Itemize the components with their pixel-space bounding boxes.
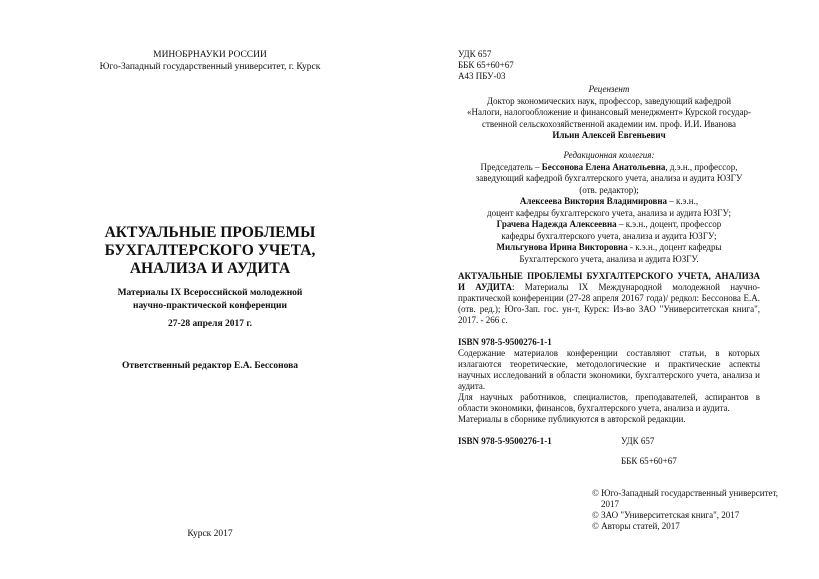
copyright-line: © Юго-Западный государственный университет, 2017	[592, 488, 779, 509]
editorial-board	[458, 150, 760, 265]
chair-rest: , д.э.н., профессор,	[665, 161, 738, 172]
udk-bottom: УДК 657	[621, 436, 655, 446]
reviewer-heading: Рецензент	[588, 84, 630, 94]
responsible-editor: Ответственный редактор Е.А. Бессонова	[122, 361, 298, 371]
udk-code: УДК 657	[458, 49, 492, 59]
bbk-code: ББК 65+60+67	[458, 60, 514, 70]
biblio-rest: : Материалы IX Международной молодежной научно-практической конференции (27-28 апреля 20167 года)/ редкол: Бессонова Е.А. (отв. ред.); Юго-Зап. гос. ун-т, Курск: Из-во ЗАО "Университетская книга", 2017. - 266 с.	[458, 282, 761, 325]
board-member	[458, 242, 760, 254]
board-member	[458, 219, 760, 231]
publisher-block	[60, 49, 360, 73]
chair-name: Бессонова Елена Анатольевна	[541, 161, 666, 172]
reviewer-line: Доктор экономических наук, профессор, заведующий кафедрой	[486, 95, 732, 106]
book-title	[60, 224, 360, 278]
chair-role: (отв. редактор);	[579, 184, 639, 195]
reviewer-name: Ильин Алексей Евгеньевич	[552, 130, 666, 140]
member-name: Мильгунова Ирина Викторовна	[496, 242, 628, 252]
member-rest: – к.э.н.,	[667, 196, 699, 206]
subtitle-line: научно-практической конференции	[133, 301, 287, 311]
university-name: Юго-Западный государственный университет, г. Курск	[99, 62, 321, 72]
book-title-line: АКТУАЛЬНЫЕ ПРОБЛЕМЫ	[104, 224, 316, 241]
subtitle-line: Материалы IX Всероссийской молодежной	[117, 288, 303, 298]
conference-date: 27-28 апреля 2017 г.	[168, 319, 252, 329]
member-name: Грачева Надежда Алексеевна	[496, 219, 617, 229]
member-rest: – к.э.н., доцент, профессор	[616, 219, 722, 229]
chair-position: заведующий кафедрой бухгалтерского учета, анализа и аудита ЮЗГУ	[475, 173, 743, 183]
reviewer-line: «Налоги, налогообложение и финансовый менеджмент» Курской государ-	[467, 107, 751, 117]
book-subtitle	[60, 287, 360, 313]
member-position: Бухгалтерского учета, анализа и аудита ЮЗГУ.	[519, 253, 699, 264]
reviewer-line: ственной сельскохозяйственной академии им. проф. И.И. Иванова	[481, 118, 737, 129]
abstract-paragraph: Материалы в сборнике публикуются в авторской редакции.	[458, 414, 686, 424]
ministry-name: МИНОБРНАУКИ РОССИИ	[153, 50, 267, 60]
classification-codes	[458, 49, 514, 82]
author-sign: А43 ПБУ-03	[458, 71, 506, 81]
board-chair	[458, 162, 760, 174]
copyright-line: © Авторы статей, 2017	[592, 521, 680, 531]
member-position: доцент кафедры бухгалтерского учета, анализа и аудита ЮЗГУ;	[486, 207, 731, 218]
abstract-block	[458, 337, 760, 425]
book-title-line: БУХГАЛТЕРСКОГО УЧЕТА,	[104, 242, 316, 259]
book-title-line: АНАЛИЗА И АУДИТА	[129, 260, 291, 277]
bbk-bottom: ББК 65+60+67	[621, 456, 677, 466]
reviewer-block	[458, 84, 760, 142]
chair-prefix: Председатель –	[480, 161, 542, 172]
city-year: Курск 2017	[187, 529, 233, 539]
isbn-bottom: ISBN 978-5-9500276-1-1	[458, 436, 552, 446]
board-heading: Редакционная коллегия:	[563, 150, 655, 160]
right-page	[410, 0, 819, 579]
biblio-title: АКТУАЛЬНЫЕ ПРОБЛЕМЫ БУХГАЛТЕРСКОГО УЧЕТА, АНАЛИЗА И АУДИТА	[458, 271, 760, 292]
abstract-paragraph: Содержание материалов конференции составляют статьи, в которых излагаются теоретические, методологические и практические аспекты научных исследований в области экономики, бухгалтерского учета, анализа и аудита.	[458, 348, 760, 391]
copyright-block	[592, 488, 782, 532]
member-name: Алексеева Виктория Владимировна	[519, 196, 668, 206]
bibliographic-description	[458, 271, 760, 326]
board-member	[458, 196, 760, 208]
member-rest: - к.э.н., доцент кафедры	[627, 242, 722, 252]
copyright-line: © ЗАО "Университетская книга", 2017	[592, 510, 740, 520]
abstract-paragraph: Для научных работников, специалистов, преподавателей, аспирантов в области экономики, финансов, бухгалтерского учета, анализа и аудита.	[458, 392, 760, 413]
isbn-top: ISBN 978-5-9500276-1-1	[458, 337, 552, 347]
member-position: кафедры бухгалтерского учета, анализа и аудита ЮЗГУ;	[501, 230, 717, 241]
